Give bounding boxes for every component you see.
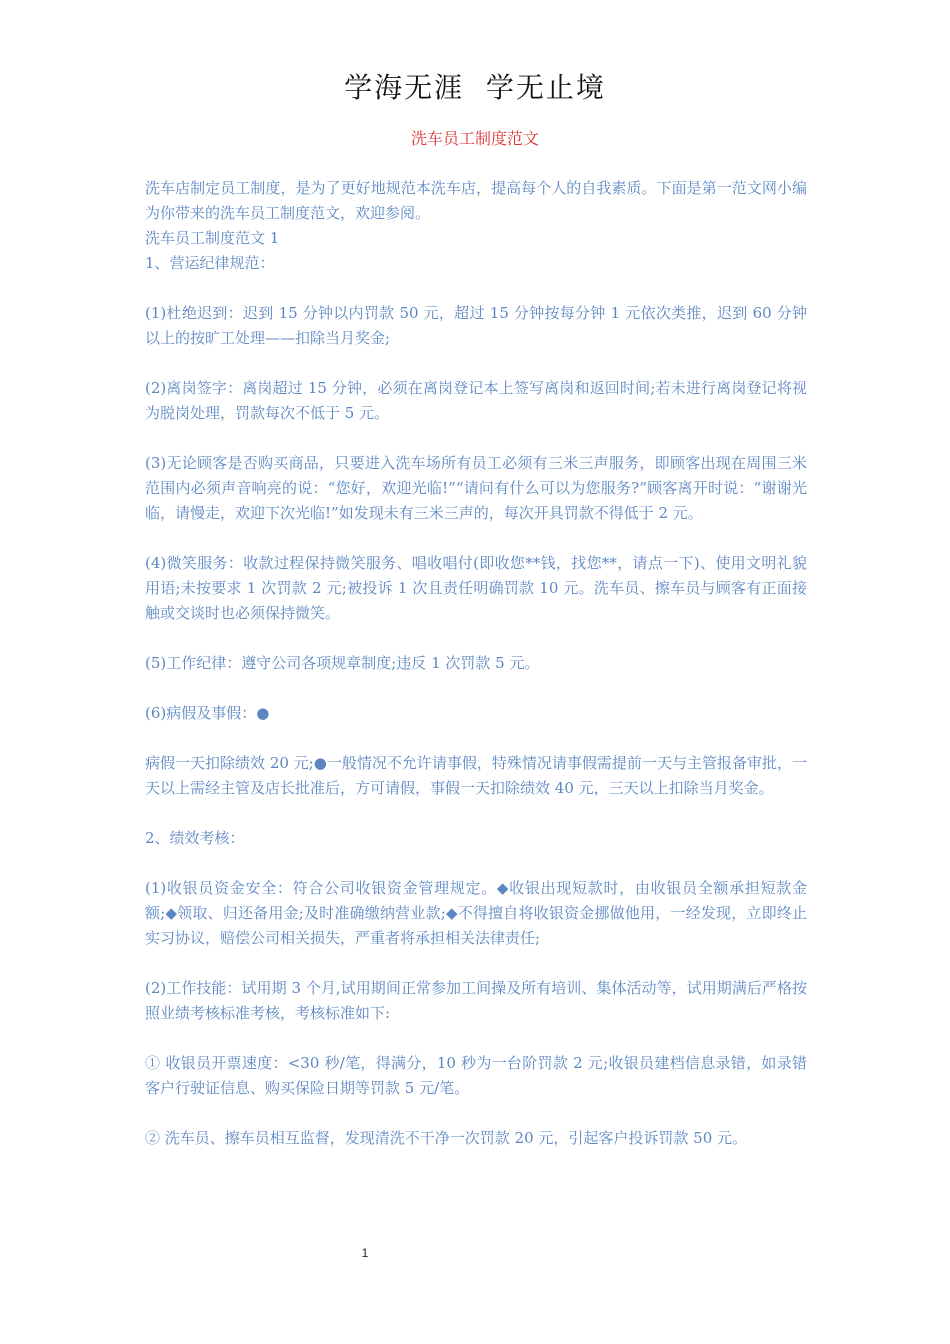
rule-paragraph: (5)工作纪律：遵守公司各项规章制度;违反 1 次罚款 5 元。	[145, 654, 540, 672]
subsection-heading: 1、营运纪律规范：	[145, 254, 275, 272]
rule-paragraph: (2)离岗签字：离岗超过 15 分钟，必须在离岗登记本上签写离岗和返回时间;若未进行离岗登记将视为脱岗处理，罚款每次不低于 5 元。	[145, 379, 807, 422]
rule-paragraph: ② 洗车员、擦车员相互监督，发现清洗不干净一次罚款 20 元，引起客户投诉罚款 50 元。	[145, 1129, 748, 1147]
rule-paragraph: (6)病假及事假：●	[145, 704, 270, 722]
rule-paragraph: 病假一天扣除绩效 20 元;●一般情况不允许请事假，特殊情况请事假需提前一天与主管报备审批，一天以上需经主管及店长批准后，方可请假，事假一天扣除绩效 40 元，三天以上扣除当月奖金。	[145, 754, 807, 797]
page-number: 1	[361, 1246, 369, 1260]
intro-paragraph: 洗车店制定员工制度，是为了更好地规范本洗车店，提高每个人的自我素质。下面是第一范文网小编为你带来的洗车员工制度范文，欢迎参阅。	[145, 179, 807, 222]
subsection-heading: 2、绩效考核：	[145, 829, 245, 847]
document-title: 洗车员工制度范文	[410, 129, 539, 148]
rule-paragraph: (1)杜绝迟到：迟到 15 分钟以内罚款 50 元，超过 15 分钟按每分钟 1 元依次类推，迟到 60 分钟以上的按旷工处理——扣除当月奖金;	[145, 304, 807, 347]
rule-paragraph: (2)工作技能：试用期 3 个月,试用期间正常参加工间操及所有培训、集体活动等，试用期满后严格按照业绩考核标准考核，考核标准如下:	[145, 979, 807, 1022]
document-body	[145, 176, 807, 1151]
rule-paragraph: (4)微笑服务：收款过程保持微笑服务、唱收唱付(即收您**钱，找您**，请点一下)、使用文明礼貌用语;未按要求 1 次罚款 2 元;被投诉 1 次且责任明确罚款 10 元。洗车员、擦车员与顾客有正面接触或交谈时也必须保持微笑。	[145, 554, 807, 622]
rule-paragraph: (1)收银员资金安全：符合公司收银资金管理规定。◆收银出现短款时，由收银员全额承担短款金额;◆领取、归还备用金;及时准确缴纳营业款;◆不得擅自将收银资金挪做他用，一经发现，立即终止实习协议，赔偿公司相关损失，严重者将承担相关法律责任;	[145, 879, 807, 947]
rule-paragraph: ① 收银员开票速度：<30 秒/笔，得满分，10 秒为一台阶罚款 2 元;收银员建档信息录错，如录错客户行驶证信息、购买保险日期等罚款 5 元/笔。	[145, 1054, 807, 1097]
section-heading: 洗车员工制度范文 1	[145, 229, 280, 247]
rule-paragraph: (3)无论顾客是否购买商品，只要进入洗车场所有员工必须有三米三声服务，即顾客出现在周围三米范围内必须声音响亮的说：“您好，欢迎光临!”“请问有什么可以为您服务?”顾客离开时说：“谢谢光临，请慢走，欢迎下次光临!”如发现未有三米三声的，每次开具罚款不得低于 2 元。	[145, 454, 807, 522]
page-header-title: 学海无涯 学无止境	[344, 71, 606, 104]
